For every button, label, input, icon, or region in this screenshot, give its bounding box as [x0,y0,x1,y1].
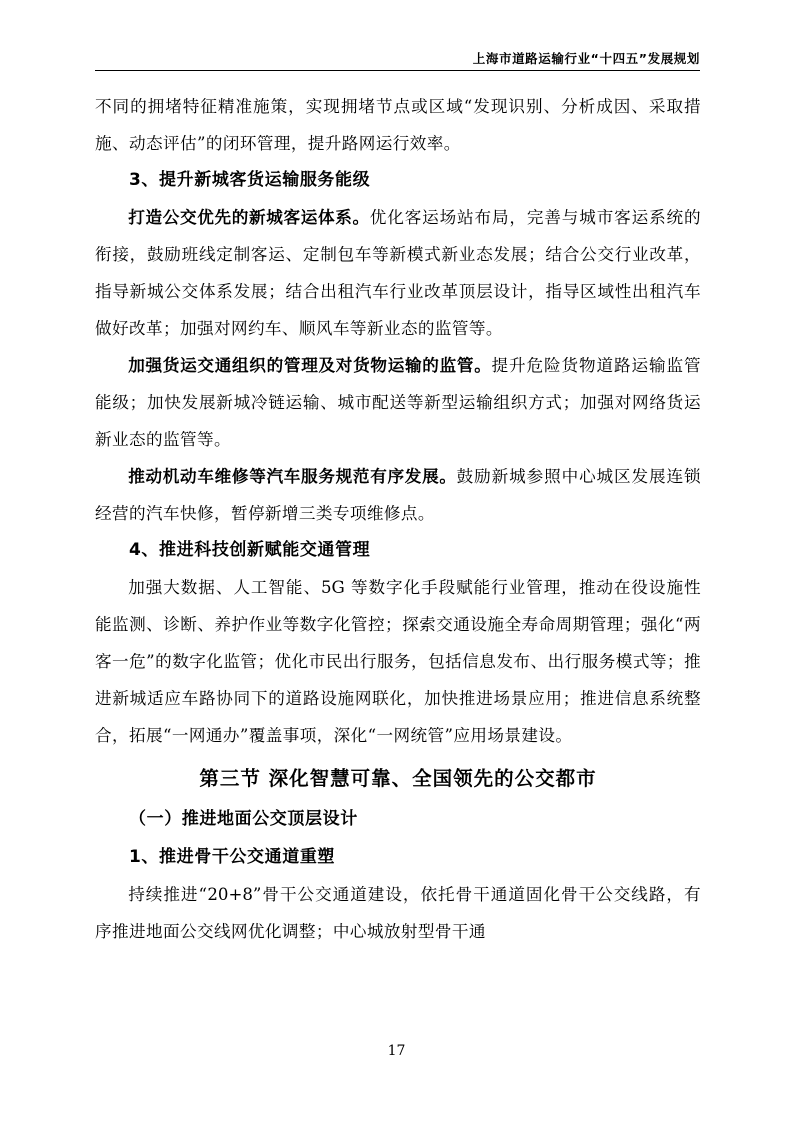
paragraph-corridor-part1: 持续推进“ [128,885,208,904]
paragraph-repair-body: 鼓励新城参照中心城区发展连锁经营的汽车快修，暂停新增三类专项维修点。 [95,467,701,523]
paragraph-tech-innovation [95,569,701,754]
paragraph-freight-lead: 加强货运交通组织的管理及对货物运输的监管。 [128,355,492,375]
heading-3-passenger-freight: 3、提升新城客货运输服务能级 [129,170,371,190]
paragraph-vehicle-repair [95,458,701,532]
paragraph-bus-corridor [95,876,701,950]
paragraph-freight-body: 提升危险货物道路运输监管能级；加快发展新城冷链运输、城市配送等新型运输组织方式；加强对网络货运新业态的监管等。 [95,356,701,449]
heading-item-one-corridor: 1、推进骨干公交通道重塑 [129,847,336,867]
paragraph-tech-5g-label: 5G [320,578,345,597]
paragraph-tech-part2: 等数字化手段赋能行业管理，推动在役设施性能监测、诊断、养护作业等数字化管控；探索交通设施全寿命周期管理；强化“两客一危”的数字化监管；优化市民出行服务，包括信息发布、出行服务模式等；推进新城适应车路协同下的道路设施网联化，加快推进场景应用；推进信息系统整合，拓展“一网通办”覆盖事项，深化“一网统管”应用场景建设。 [95,578,701,745]
document-body [95,88,701,950]
paragraph-transit-system [95,199,701,347]
paragraph-corridor-number: 20+8 [207,885,253,904]
heading-subsection-one: （一）推进地面公交顶层设计 [129,809,358,829]
heading-4-tech-innovation: 4、推进科技创新赋能交通管理 [129,540,371,560]
paragraph-congestion: 不同的拥堵特征精准施策，实现拥堵节点或区域“发现识别、分析成因、采取措施、动态评估”的闭环管理，提升路网运行效率。 [95,97,701,153]
header-divider [95,70,700,71]
heading-section-three: 第三节 深化智慧可靠、全国领先的公交都市 [199,767,597,790]
paragraph-transit-body: 优化客运场站布局，完善与城市客运系统的衔接，鼓励班线定制客运、定制包车等新模式新业态发展；结合公交行业改革，指导新城公交体系发展；结合出租汽车行业改革顶层设计，指导区域性出租汽车做好改革；加强对网约车、顺风车等新业态的监管等。 [95,208,701,338]
header-title: 上海市道路运输行业“十四五”发展规划 [472,51,700,66]
page-header [95,50,700,71]
paragraph-repair-lead: 推动机动车维修等汽车服务规范有序发展。 [128,466,457,486]
paragraph-transit-lead: 打造公交优先的新城客运体系。 [128,207,370,227]
page-number: 17 [387,1043,406,1059]
paragraph-corridor-part2: ”骨干公交通道建设，依托骨干通道固化骨干公交线路，有序推进地面公交线网优化调整；中心城放射型骨干通 [95,885,701,941]
page-footer [0,1040,793,1059]
paragraph-tech-part1: 加强大数据、人工智能、 [128,578,321,597]
paragraph-freight-supervision [95,347,701,458]
